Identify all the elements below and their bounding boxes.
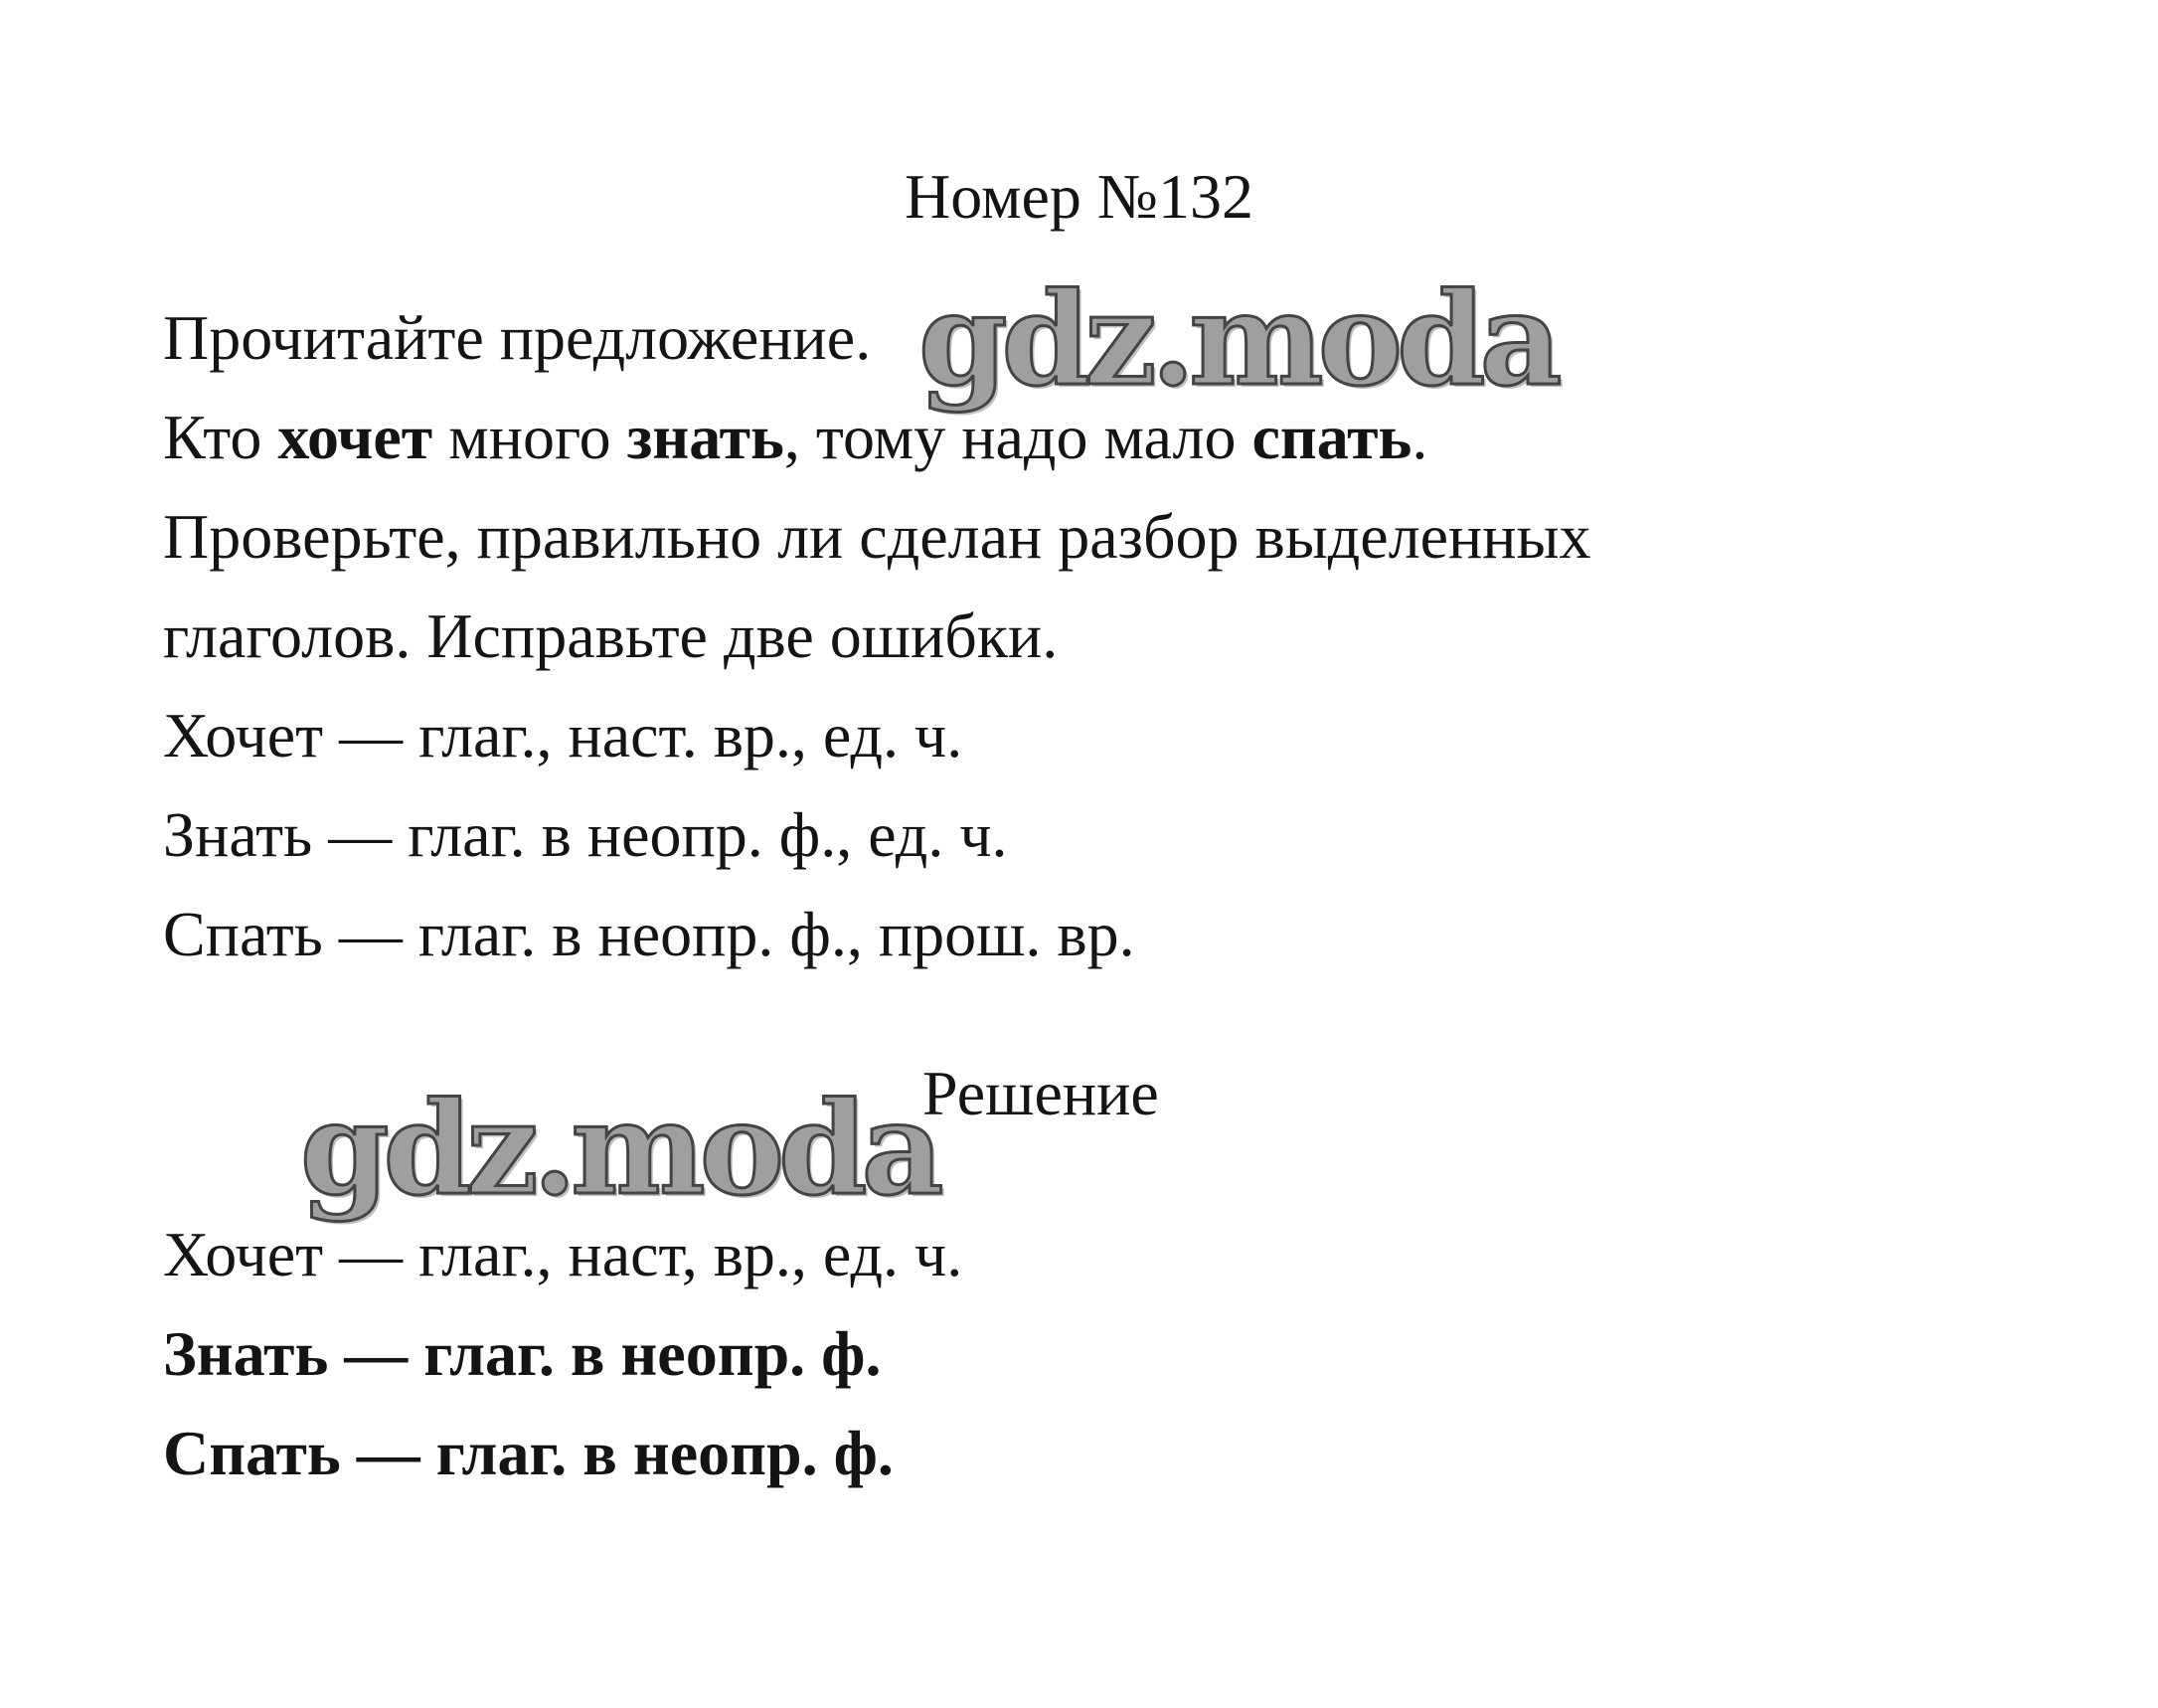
task-instruction-line-1: Проверьте, правильно ли сделан разбор выделенных <box>163 501 1591 572</box>
solution-line-hochet: Хочет — глаг., наст, вр., ед. ч. <box>163 1219 963 1289</box>
solution-line-spat: Спать — глаг. в неопр. ф. <box>163 1418 894 1488</box>
sentence-verb-znat: знать <box>626 402 784 472</box>
task-intro: Прочитайте предложение. <box>163 302 872 373</box>
solution-heading: Решение <box>922 1058 1159 1128</box>
watermark-logo: gdz.moda <box>300 1075 938 1224</box>
sentence-part: , тому надо мало <box>783 402 1252 472</box>
sentence-part: . <box>1411 402 1428 472</box>
sentence-part: много <box>432 402 627 472</box>
sentence-verb-hochet: хочет <box>277 402 433 472</box>
watermark-logo: gdz.moda <box>918 265 1557 415</box>
analysis-line-spat: Спать — глаг. в неопр. ф., прош. вр. <box>163 899 1135 969</box>
analysis-line-hochet: Хочет — глаг., наст. вр., ед. ч. <box>163 700 963 770</box>
task-instruction-line-2: глаголов. Исправьте две ошибки. <box>163 600 1059 671</box>
sentence-part: Кто <box>163 402 278 472</box>
page-title: Номер №132 <box>905 161 1253 232</box>
analysis-line-znat: Знать — глаг. в неопр. ф., ед. ч. <box>163 799 1008 870</box>
sentence-verb-spat: спать <box>1251 402 1412 472</box>
solution-line-znat: Знать — глаг. в неопр. ф. <box>163 1318 882 1389</box>
